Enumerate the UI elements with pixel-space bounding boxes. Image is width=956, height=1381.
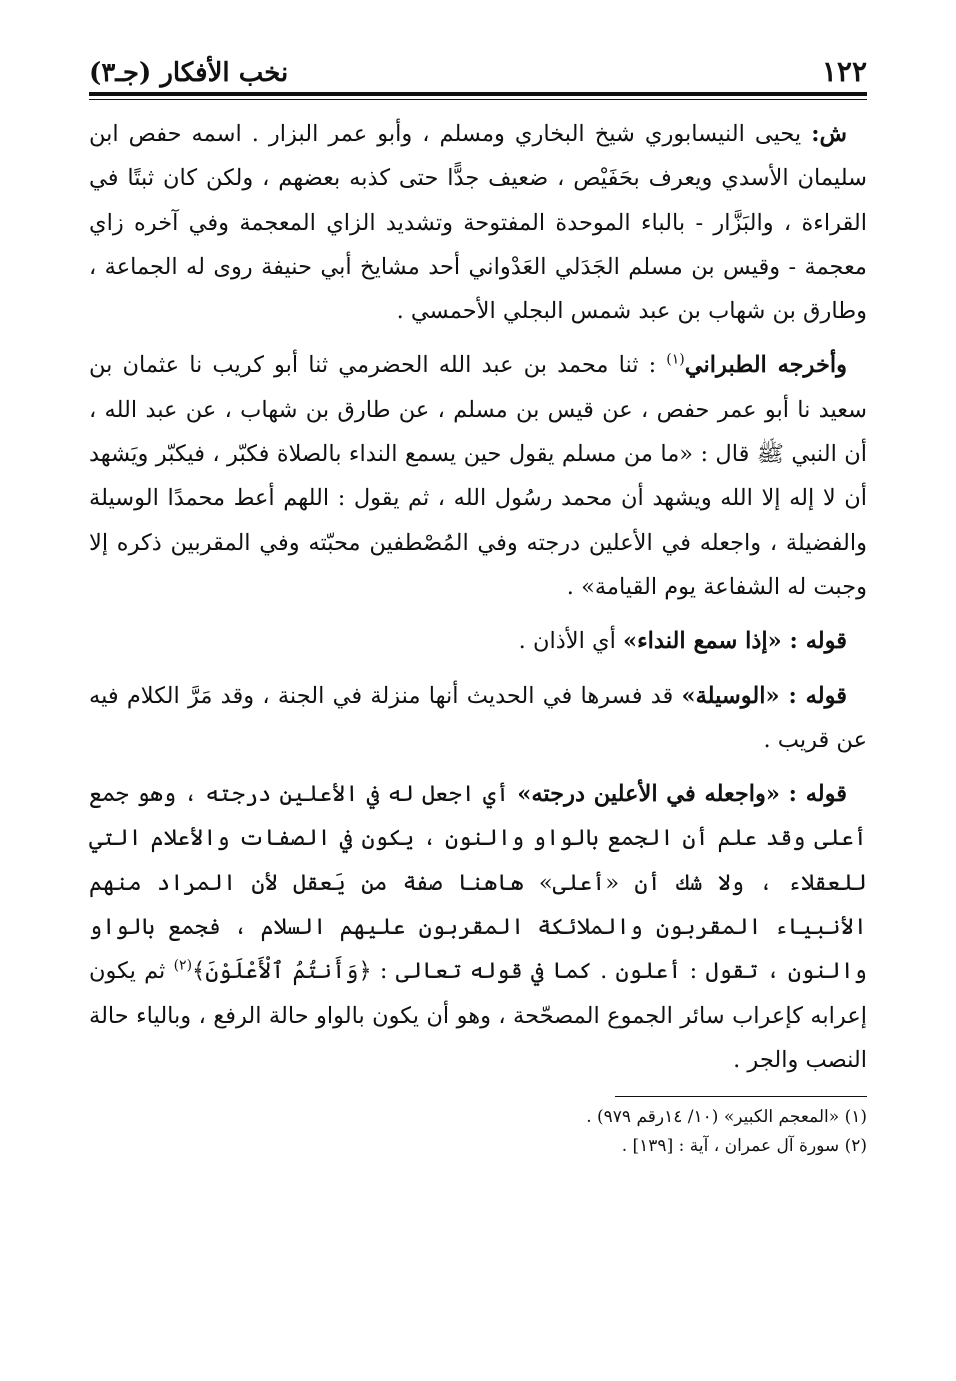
- paragraph-text: يحيى النيسابوري شيخ البخاري ومسلم ، وأبو عمر البزار . اسمه حفص ابن سليمان الأسدي ويعرف بحَفَيْص ، ضعيف جدًّا حتى كذبه بعضهم ، ولكن كان ثبتًا في القراءة ، والبَزَّار - بالباء الموحدة المفتوحة وتشديد الزاي المعجمة وفي آخره زاي معجمة - وقيس بن مسلم الجَدَلي العَدْواني أحد مشايخ أبي حنيفة روى له الجماعة ، وطارق بن شهاب بن عبد شمس البجلي الأحمسي .: [89, 121, 867, 325]
- footnote-ref: (٢): [173, 957, 193, 974]
- footnote-2: (٢) سورة آل عمران ، آية : [١٣٩] .: [621, 1136, 867, 1157]
- footnotes: [89, 1103, 867, 1161]
- running-header: [89, 40, 867, 88]
- book-title: نخب الأفكار (جـ٣): [89, 58, 289, 88]
- paragraph-narrators: [89, 112, 867, 333]
- quoted-phrase: «واجعله في الأعلين درجته»: [517, 781, 780, 808]
- paragraph-text: أي الأذان .: [518, 628, 624, 655]
- footnote-separator: [615, 1096, 867, 1097]
- paragraph-lead: وأخرجه الطبراني: [684, 352, 847, 379]
- book-page: [89, 40, 867, 1161]
- paragraph-lead: قوله :: [781, 628, 847, 655]
- paragraph-text: قد فسرها في الحديث أنها منزلة في الجنة ، وقد مَرَّ الكلام فيه عن قريب .: [89, 682, 867, 753]
- paragraph-text: أي اجعل له في الأعلين درجته ، وهو جمع أعلى وقد علم أن الجمع بالواو والنون ، يكون في الصفات والأعلام التي للعقلاء ، ولا شك أن «أعلى» هاهنا صفة من يَعقل لأن المراد منهم الأنبياء المقربون والملائكة المقربون عليهم السلام ، فجمع بالواو والنون ، تقول : أعلون . كما في قوله تعالى : ﴿وَأَنتُمُ ٱلْأَعْلَوْنَ﴾: [89, 781, 867, 985]
- header-rule-thick: [89, 92, 867, 96]
- paragraph-text-continued: ثم يكون إعرابه كإعراب سائر الجموع المصحّحة ، وهو أن يكون بالواو حالة الرفع ، وبالياء حالة النصب والجر .: [89, 958, 867, 1073]
- paragraph-alayn: [89, 772, 867, 1082]
- quoted-phrase: «الوسيلة»: [681, 682, 780, 709]
- paragraph-lead: ش:: [811, 121, 847, 147]
- paragraph-nida: [89, 619, 867, 663]
- header-rule-thin: [89, 99, 867, 100]
- paragraph-text: : ثنا محمد بن عبد الله الحضرمي ثنا أبو كريب نا عثمان بن سعيد نا أبو عمر حفص ، عن قيس بن مسلم ، عن طارق بن شهاب ، عن عبد الله ، أن النبي ﷺ قال : «ما من مسلم يقول حين يسمع النداء بالصلاة فكبّر ، فيكبّر ويَشهد أن لا إله إلا الله ويشهد أن محمد رسُول الله ، ثم يقول : اللهم أعط محمدًا الوسيلة والفضيلة ، واجعله في الأعلين درجته وفي المُصْطفين محبّته وفي المقربين ذكره إلا وجبت له الشفاعة يوم القيامة» .: [89, 352, 867, 600]
- paragraph-wasila: [89, 674, 867, 763]
- paragraph-tabarani: [89, 343, 867, 609]
- page-number: ١٢٢: [821, 55, 867, 88]
- footnote-1: (١) «المعجم الكبير» (١٠/ ١٤رقم ٩٧٩) .: [586, 1107, 867, 1128]
- paragraph-lead: قوله :: [779, 781, 848, 808]
- quoted-phrase: «إذا سمع النداء»: [623, 628, 782, 655]
- footnote-ref: (١): [666, 351, 685, 368]
- paragraph-lead: قوله :: [779, 682, 847, 709]
- main-text: [89, 112, 867, 1082]
